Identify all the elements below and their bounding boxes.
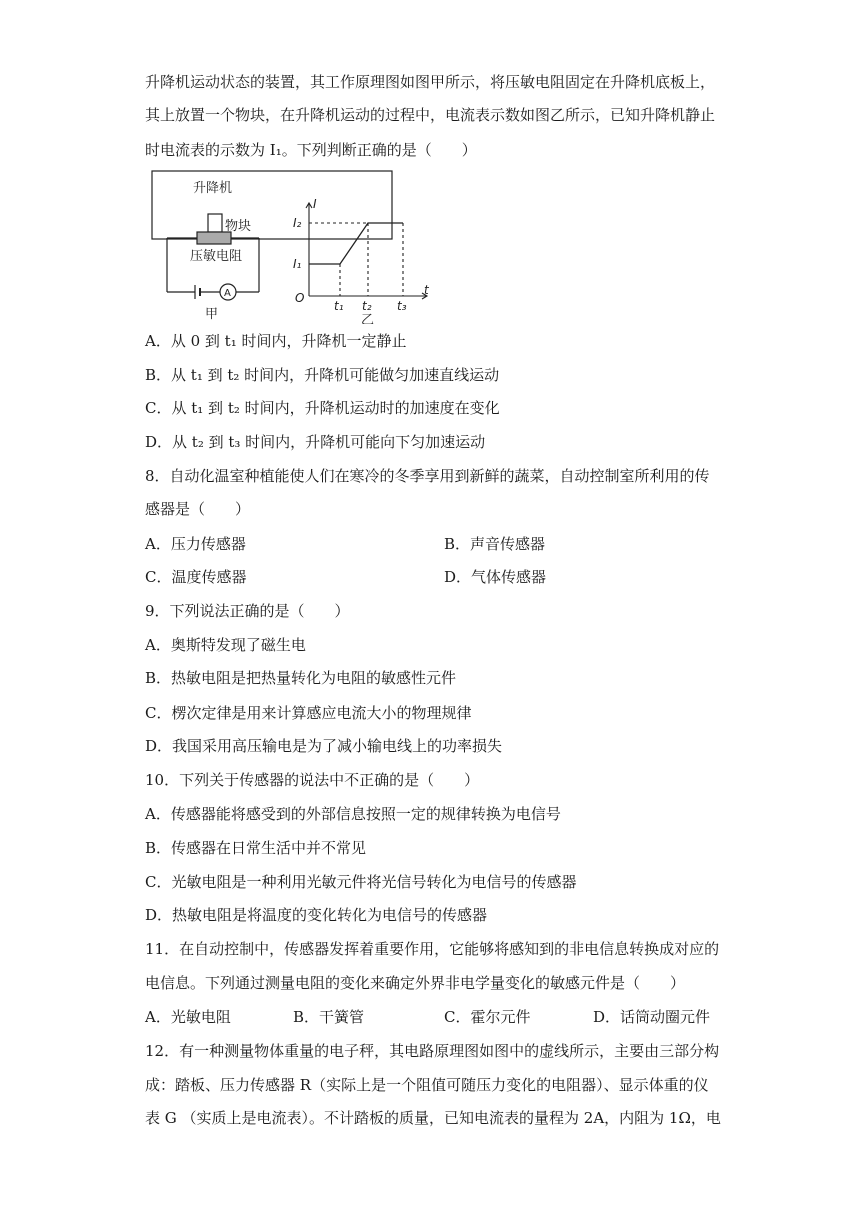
q7-stem-line-3: 时电流表的示数为 I₁。下列判断正确的是（ ） xyxy=(145,141,477,159)
tick-t2: t₂ xyxy=(362,299,372,313)
q12-stem-line-3: 表 G （实质上是电流表）。不计踏板的质量，已知电流表的量程为 2A，内阻为 1Ω，电 xyxy=(145,1109,721,1127)
q9-option-a: A．奥斯特发现了磁生电 xyxy=(145,636,306,654)
block xyxy=(208,214,222,232)
q10-option-a: A．传感器能将感受到的外部信息按照一定的规律转换为电信号 xyxy=(145,805,561,823)
q10-option-c: C．光敏电阻是一种利用光敏元件将光信号转化为电信号的传感器 xyxy=(145,873,577,891)
block-label: 物块 xyxy=(225,219,252,234)
q12-stem-line-1: 12．有一种测量物体重量的电子秤，其电路原理图如图中的虚线所示，主要由三部分构 xyxy=(145,1042,720,1060)
q7-option-a: A．从 0 到 t₁ 时间内，升降机一定静止 xyxy=(145,332,407,350)
elevator-box xyxy=(152,171,392,239)
q9-stem: 9．下列说法正确的是（ ） xyxy=(145,602,350,620)
q11-option-a: A．光敏电阻 xyxy=(145,1008,231,1026)
figure-jia-circuit xyxy=(152,171,392,300)
tick-t3: t₃ xyxy=(397,299,407,313)
q12-stem-line-2: 成：踏板、压力传感器 R（实际上是一个阻值可随压力变化的电阻器）、显示体重的仪 xyxy=(145,1076,709,1094)
q7-option-c: C．从 t₁ 到 t₂ 时间内，升降机运动时的加速度在变化 xyxy=(145,399,500,417)
q7-figures xyxy=(145,168,445,324)
t-axis-label: t xyxy=(424,283,429,297)
q11-stem-line-1: 11．在自动控制中，传感器发挥着重要作用，它能够将感知到的非电信息转换成对应的 xyxy=(145,940,720,958)
q11-option-d: D．话筒动圈元件 xyxy=(593,1008,711,1026)
current-curve xyxy=(309,223,403,264)
q8-option-c: C．温度传感器 xyxy=(145,568,247,586)
q7-stem-line-1: 升降机运动状态的装置，其工作原理图如图甲所示，将压敏电阻固定在升降机底板上， xyxy=(145,73,716,91)
q8-option-a: A．压力传感器 xyxy=(145,535,246,553)
q11-stem-line-2: 电信息。下列通过测量电阻的变化来确定外界非电学量变化的敏感元件是（ ） xyxy=(145,974,686,992)
q7-stem-line-2: 其上放置一个物块，在升降机运动的过程中，电流表示数如图乙所示，已知升降机静止 xyxy=(145,106,716,124)
q8-stem-line-2: 感器是（ ） xyxy=(145,500,251,518)
q10-option-b: B．传感器在日常生活中并不常见 xyxy=(145,839,367,857)
q11-option-c: C．霍尔元件 xyxy=(444,1008,531,1026)
q11-option-b: B．干簧管 xyxy=(293,1008,365,1026)
elevator-label: 升降机 xyxy=(193,181,233,196)
q7-option-d: D．从 t₂ 到 t₃ 时间内，升降机可能向下匀加速运动 xyxy=(145,433,486,451)
q8-option-d: D．气体传感器 xyxy=(444,568,547,586)
resistor-label: 压敏电阻 xyxy=(190,249,243,264)
figure-yi-graph xyxy=(306,203,427,299)
tick-I2: I₂ xyxy=(293,216,302,230)
q9-option-b: B．热敏电阻是把热量转化为电阻的敏感性元件 xyxy=(145,669,457,687)
q10-option-d: D．热敏电阻是将温度的变化转化为电信号的传感器 xyxy=(145,906,488,924)
figure-jia-caption: 甲 xyxy=(205,307,219,322)
figure-yi-caption: 乙 xyxy=(361,313,375,324)
tick-t1: t₁ xyxy=(334,299,344,313)
tick-I1: I₁ xyxy=(293,257,302,271)
q8-stem-line-1: 8．自动化温室种植能使人们在寒冷的冬季享用到新鲜的蔬菜，自动控制室所利用的传 xyxy=(145,467,710,485)
q7-option-b: B．从 t₁ 到 t₂ 时间内，升降机可能做匀加速直线运动 xyxy=(145,366,500,384)
q10-stem: 10．下列关于传感器的说法中不正确的是（ ） xyxy=(145,771,480,789)
q9-option-c: C．楞次定律是用来计算感应电流大小的物理规律 xyxy=(145,704,472,722)
q9-option-d: D．我国采用高压输电是为了减小输电线上的功率损失 xyxy=(145,737,503,755)
i-axis-label: I xyxy=(313,197,317,211)
ammeter-label: A xyxy=(224,288,231,299)
origin-label: O xyxy=(295,291,305,305)
q8-option-b: B．声音传感器 xyxy=(444,535,546,553)
